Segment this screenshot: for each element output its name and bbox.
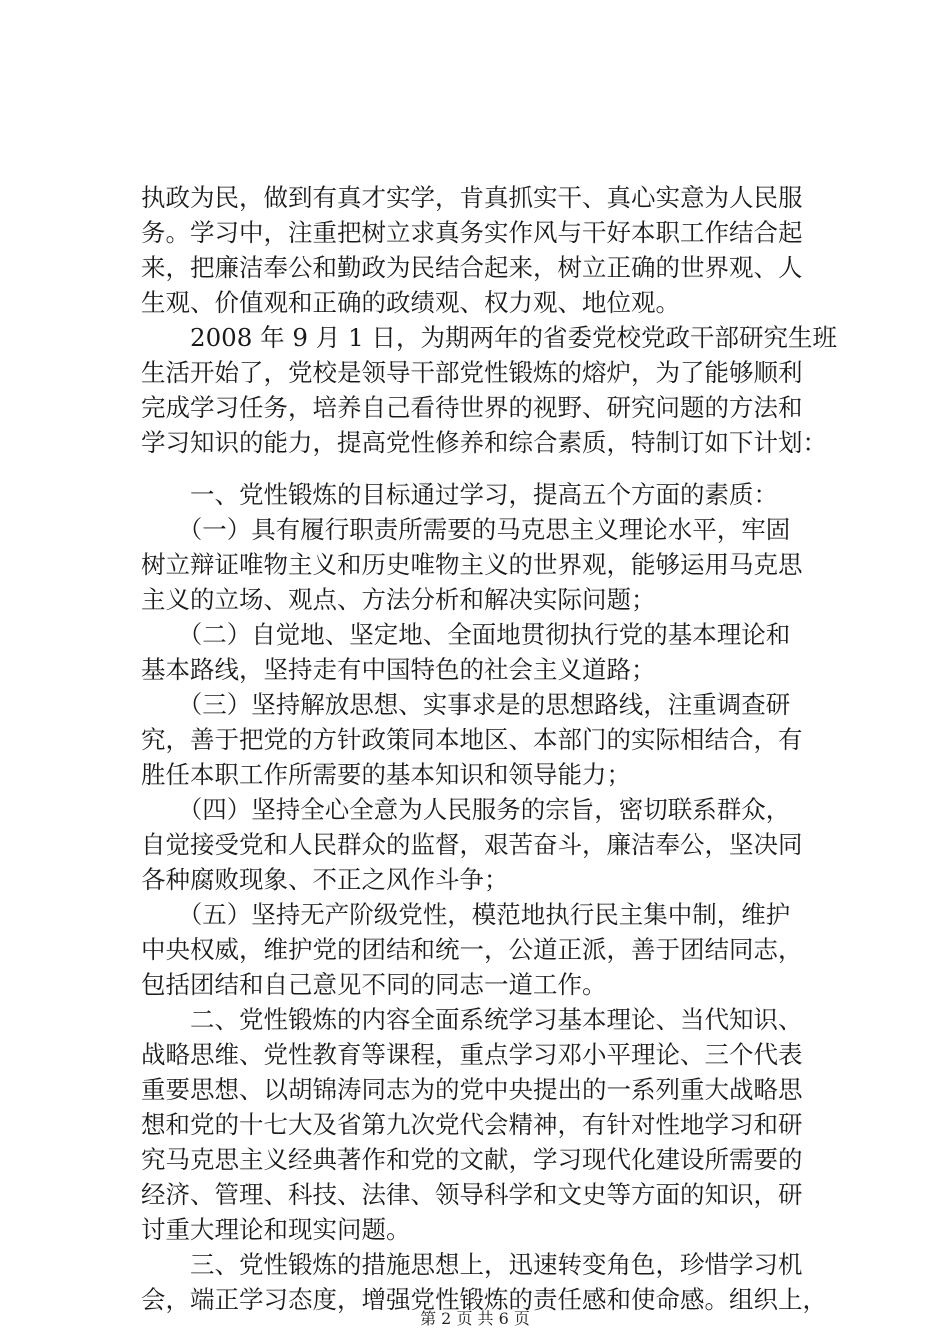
- text-line: 2008 年 9 月 1 日，为期两年的省委党校党政干部研究生班: [141, 323, 837, 352]
- text-line: 一、党性锻炼的目标通过学习，提高五个方面的素质：: [141, 480, 778, 509]
- page-number-footer: 第 2 页 共 6 页: [420, 1309, 530, 1328]
- text-line: 各种腐败现象、不正之风作斗争；: [141, 865, 509, 894]
- text-line: 主义的立场、观点、方法分析和解决实际问题；: [141, 585, 656, 614]
- text-line: 自觉接受党和人民群众的监督，艰苦奋斗，廉洁奉公，坚决同: [141, 830, 803, 859]
- text-line: （二）自觉地、坚定地、全面地贯彻执行党的基本理论和: [141, 620, 791, 649]
- text-line: 中央权威，维护党的团结和统一，公道正派，善于团结同志，: [141, 935, 803, 964]
- text-line: （四）坚持全心全意为人民服务的宗旨，密切联系群众，: [141, 795, 791, 824]
- text-line: （一）具有履行职责所需要的马克思主义理论水平，牢固: [141, 515, 791, 544]
- text-line: 生观、价值观和正确的政绩观、权力观、地位观。: [141, 288, 680, 317]
- text-line: 究马克思主义经典著作和党的文献，学习现代化建设所需要的: [141, 1145, 803, 1174]
- text-line: 树立辩证唯物主义和历史唯物主义的世界观，能够运用马克思: [141, 550, 803, 579]
- text-line: 完成学习任务，培养自己看待世界的视野、研究问题的方法和: [141, 393, 803, 422]
- text-line: 执政为民，做到有真才实学，肯真抓实干、真心实意为人民服: [141, 183, 803, 212]
- text-line: 二、党性锻炼的内容全面系统学习基本理论、当代知识、: [141, 1005, 803, 1034]
- text-line: 经济、管理、科技、法律、领导科学和文史等方面的知识，研: [141, 1180, 803, 1209]
- text-line: 重要思想、以胡锦涛同志为的党中央提出的一系列重大战略思: [141, 1075, 803, 1104]
- text-line: 讨重大理论和现实问题。: [141, 1215, 411, 1244]
- text-line: （三）坚持解放思想、实事求是的思想路线，注重调查研: [141, 690, 791, 719]
- text-line: 战略思维、党性教育等课程，重点学习邓小平理论、三个代表: [141, 1040, 803, 1069]
- text-line: 究，善于把党的方针政策同本地区、本部门的实际相结合，有: [141, 725, 803, 754]
- text-line: 三、党性锻炼的措施思想上，迅速转变角色，珍惜学习机: [141, 1250, 803, 1279]
- text-line: 学习知识的能力，提高党性修养和综合素质，特制订如下计划：: [141, 428, 827, 457]
- text-line: （五）坚持无产阶级党性，模范地执行民主集中制，维护: [141, 900, 791, 929]
- text-line: 胜任本职工作所需要的基本知识和领导能力；: [141, 760, 631, 789]
- text-line: 生活开始了，党校是领导干部党性锻炼的熔炉，为了能够顺利: [141, 358, 803, 387]
- text-line: 想和党的十七大及省第九次党代会精神，有针对性地学习和研: [141, 1110, 803, 1139]
- text-line: 包括团结和自己意见不同的同志一道工作。: [141, 970, 607, 999]
- text-line: 务。学习中，注重把树立求真务实作风与干好本职工作结合起: [141, 218, 803, 247]
- text-line: 会，端正学习态度，增强党性锻炼的责任感和使命感。组织上，: [141, 1285, 827, 1314]
- text-line: 来，把廉洁奉公和勤政为民结合起来，树立正确的世界观、人: [141, 253, 803, 282]
- text-line: 基本路线，坚持走有中国特色的社会主义道路；: [141, 655, 656, 684]
